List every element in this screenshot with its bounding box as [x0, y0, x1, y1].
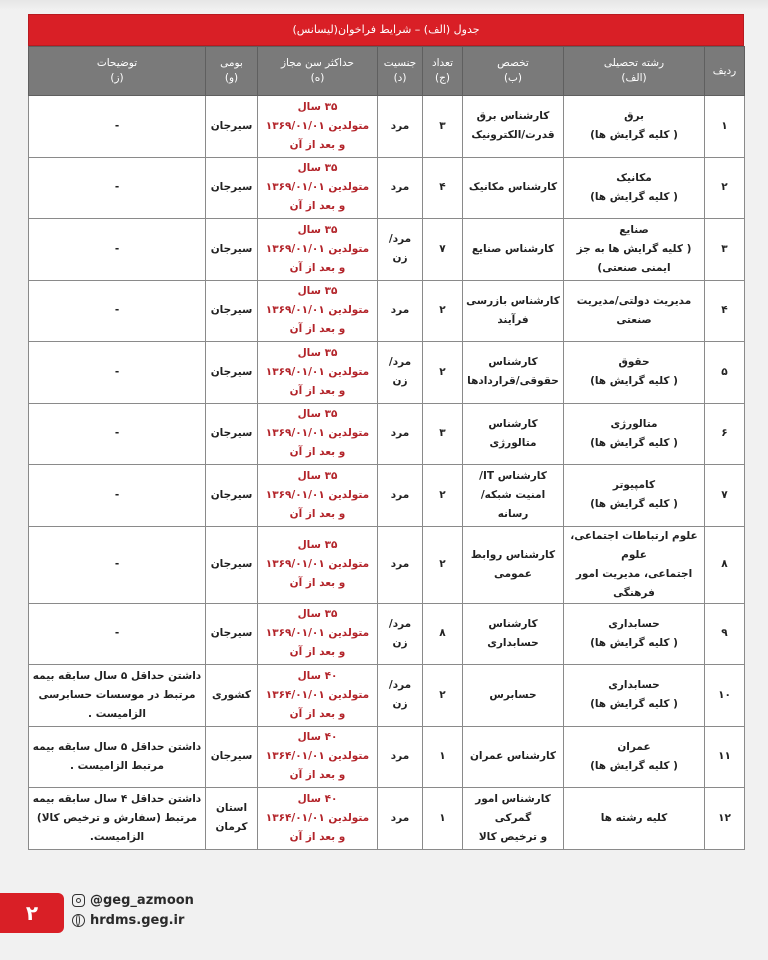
cell-gender-line: مرد: [390, 558, 410, 570]
header-row: [29, 47, 745, 96]
cell-field-line: صنعتی: [616, 313, 652, 326]
cell-specialty-line: عمومی: [494, 567, 532, 580]
table-row: [29, 280, 745, 342]
cell-max-age-line: و بعد از آن: [289, 138, 346, 151]
cell-max-age-line: متولدین ۱۳۶۹/۰۱/۰۱: [265, 558, 370, 570]
cell-field: [564, 665, 705, 727]
cell-notes: [29, 465, 206, 527]
cell-specialty-line: کارشناس برق: [476, 110, 550, 123]
table-row: [29, 788, 745, 850]
instagram-handle[interactable]: [72, 893, 194, 908]
cell-specialty: [463, 465, 564, 527]
cell-max-age-line: ۳۵ سال: [297, 162, 338, 175]
cell-specialty: [463, 157, 564, 219]
cell-notes-line: -: [114, 427, 120, 440]
cell-field-line: حسابداری: [608, 617, 660, 630]
cell-notes: [29, 526, 206, 603]
cell-specialty-line: رسانه: [497, 507, 529, 520]
cell-field-line: ایمنی صنعتی): [597, 261, 671, 274]
cell-native-line: کشوری: [211, 688, 252, 701]
cell-specialty-line: کارشناس: [488, 617, 538, 630]
cell-max-age: [258, 280, 378, 342]
cell-field-line: حسابداری: [608, 679, 660, 692]
cell-native: [206, 603, 258, 665]
cell-specialty-line: کارشناس IT/: [479, 469, 547, 482]
recruitment-table: [28, 46, 745, 850]
cell-notes-line: -: [114, 304, 120, 317]
cell-gender-line: مرد: [390, 488, 410, 501]
cell-count-line: ۲: [439, 558, 446, 570]
cell-notes: [29, 726, 206, 788]
cell-max-age-line: ۴۰ سال: [297, 792, 338, 805]
cell-gender: [378, 526, 423, 603]
cell-notes-line: الزامیست.: [89, 830, 145, 843]
table-row: [29, 603, 745, 665]
cell-gender-line: مرد: [390, 304, 410, 317]
cell-gender-line: مرد: [390, 181, 410, 194]
website-link[interactable]: [72, 913, 184, 928]
cell-gender-line: مرد/ زن: [388, 233, 412, 265]
cell-max-age: [258, 342, 378, 404]
cell-row-number-line: ۶: [721, 427, 728, 440]
cell-notes-line: -: [114, 365, 120, 378]
cell-field-line: کامپیوتر: [612, 479, 656, 492]
cell-field: [564, 465, 705, 527]
cell-field-line: ( کلیه گرایش ها): [590, 129, 678, 142]
cell-specialty-line: کارشناس صنایع: [471, 242, 555, 255]
website-text: hrdms.geg.ir: [90, 913, 185, 928]
cell-count: [423, 280, 463, 342]
cell-max-age-line: و بعد از آن: [289, 507, 346, 520]
cell-native-line: سیرجان: [210, 119, 253, 132]
cell-gender: [378, 403, 423, 465]
cell-count: [423, 526, 463, 603]
cell-max-age-line: ۳۵ سال: [297, 408, 338, 421]
cell-native-line: استان: [215, 802, 248, 815]
cell-gender: [378, 157, 423, 219]
cell-field: [564, 96, 705, 158]
cell-specialty-line: امنیت شبکه/: [480, 488, 546, 501]
cell-native-line: سیرجان: [210, 427, 253, 440]
cell-native: [206, 726, 258, 788]
cell-max-age-line: و بعد از آن: [289, 384, 346, 397]
cell-notes: [29, 219, 206, 281]
cell-notes-line: -: [114, 488, 120, 501]
cell-field-line: ( کلیه گرایش ها): [590, 375, 678, 388]
cell-notes-line: -: [114, 558, 120, 570]
cell-specialty-line: و ترخیص کالا: [478, 830, 548, 843]
cell-native-line: سیرجان: [210, 558, 253, 570]
cell-row-number-line: ۵: [721, 365, 728, 378]
cell-native: [206, 788, 258, 850]
cell-row-number-line: ۱۲: [718, 811, 731, 824]
header-gender: جنسیت (د): [378, 47, 423, 96]
cell-native: [206, 342, 258, 404]
cell-native: [206, 403, 258, 465]
cell-gender: [378, 726, 423, 788]
cell-row-number-line: ۹: [721, 627, 728, 640]
cell-count: [423, 603, 463, 665]
cell-max-age-line: ۳۵ سال: [297, 608, 338, 621]
table-caption: جدول (الف) – شرایط فراخوان(لیسانس): [28, 14, 744, 46]
cell-max-age-line: ۴۰ سال: [297, 731, 338, 744]
cell-max-age-line: و بعد از آن: [289, 577, 346, 589]
cell-field-line: صنایع: [619, 223, 649, 236]
cell-native: [206, 526, 258, 603]
cell-field-line: ( کلیه گرایش ها): [590, 698, 678, 711]
cell-max-age-line: ۳۵ سال: [297, 539, 338, 551]
cell-native-line: سیرجان: [210, 365, 253, 378]
cell-native-line: سیرجان: [210, 627, 253, 640]
cell-field-line: ( کلیه گرایش ها): [590, 190, 678, 203]
cell-native-line: کرمان: [215, 821, 248, 834]
cell-count: [423, 219, 463, 281]
cell-max-age: [258, 403, 378, 465]
cell-specialty-line: کارشناس مکانیک: [468, 181, 558, 194]
cell-gender-line: مرد: [390, 750, 410, 763]
cell-max-age: [258, 96, 378, 158]
cell-count-line: ۲: [439, 488, 446, 501]
cell-field-line: مدیریت دولتی/مدیریت: [576, 294, 692, 307]
cell-gender: [378, 219, 423, 281]
cell-specialty-line: کارشناس روابط: [470, 548, 556, 561]
cell-max-age-line: متولدین ۱۳۶۹/۰۱/۰۱: [265, 181, 370, 194]
cell-native: [206, 280, 258, 342]
cell-max-age-line: متولدین ۱۳۶۴/۰۱/۰۱: [265, 811, 370, 824]
cell-max-age-line: و بعد از آن: [289, 323, 346, 336]
cell-field: [564, 280, 705, 342]
cell-field-line: علوم ارتباطات اجتماعی، علوم: [570, 529, 698, 561]
cell-count: [423, 665, 463, 727]
cell-gender: [378, 96, 423, 158]
cell-gender-line: مرد: [390, 811, 410, 824]
table-row: [29, 219, 745, 281]
header-specialty: تخصص (ب): [463, 47, 564, 96]
cell-specialty: [463, 280, 564, 342]
cell-row-number: [705, 526, 745, 603]
cell-field-line: عمران: [617, 740, 651, 753]
cell-specialty-line: کارشناس امور گمرکی: [475, 792, 551, 824]
cell-count: [423, 465, 463, 527]
cell-field: [564, 526, 705, 603]
cell-field-line: متالورژی: [610, 417, 658, 430]
cell-row-number: [705, 342, 745, 404]
cell-notes-line: مرتبط الزامیست .: [69, 759, 165, 772]
cell-gender: [378, 465, 423, 527]
cell-notes-line: داشتن حداقل ۵ سال سابقه بیمه: [32, 669, 202, 682]
cell-specialty: [463, 726, 564, 788]
cell-max-age-line: و بعد از آن: [289, 707, 346, 720]
cell-specialty-line: فرآیند: [497, 313, 529, 326]
cell-count: [423, 96, 463, 158]
cell-max-age-line: ۳۵ سال: [297, 100, 338, 113]
cell-gender-line: مرد: [390, 427, 410, 440]
table-row: [29, 342, 745, 404]
cell-max-age: [258, 465, 378, 527]
cell-specialty: [463, 665, 564, 727]
cell-row-number: [705, 603, 745, 665]
cell-row-number-line: ۷: [721, 488, 728, 501]
cell-row-number: [705, 788, 745, 850]
cell-field-line: مکانیک: [616, 171, 652, 184]
cell-notes-line: مرتبط (سفارش و ترخیص کالا): [36, 811, 198, 824]
cell-count: [423, 788, 463, 850]
cell-row-number: [705, 157, 745, 219]
recruitment-table-container: [28, 14, 744, 850]
cell-notes: [29, 403, 206, 465]
header-notes: توضیحات (ز): [29, 47, 206, 96]
top-strip: [0, 0, 768, 10]
cell-field: [564, 788, 705, 850]
cell-count: [423, 403, 463, 465]
cell-notes-line: الزامیست .: [88, 707, 146, 720]
instagram-text: @geg_azmoon: [90, 893, 194, 908]
cell-notes-line: مرتبط در موسسات حسابرسی: [38, 688, 196, 701]
cell-specialty: [463, 403, 564, 465]
cell-notes-line: -: [114, 627, 120, 640]
cell-notes: [29, 665, 206, 727]
cell-max-age-line: متولدین ۱۳۶۴/۰۱/۰۱: [265, 688, 370, 701]
cell-max-age-line: ۳۵ سال: [297, 285, 338, 298]
cell-native-line: سیرجان: [210, 304, 253, 317]
table-row: [29, 157, 745, 219]
cell-max-age-line: متولدین ۱۳۶۹/۰۱/۰۱: [265, 242, 370, 255]
cell-max-age-line: و بعد از آن: [289, 200, 346, 213]
cell-field-line: ( کلیه گرایش ها): [590, 636, 678, 649]
cell-notes-line: -: [114, 242, 120, 255]
cell-native: [206, 665, 258, 727]
cell-field: [564, 157, 705, 219]
cell-max-age-line: متولدین ۱۳۶۹/۰۱/۰۱: [265, 488, 370, 501]
cell-max-age-line: و بعد از آن: [289, 261, 346, 274]
table-row: [29, 96, 745, 158]
header-max-age: حداکثر سن مجاز (ه): [258, 47, 378, 96]
cell-row-number: [705, 280, 745, 342]
cell-row-number: [705, 726, 745, 788]
cell-notes-line: داشتن حداقل ۵ سال سابقه بیمه: [32, 740, 202, 753]
table-body: [29, 96, 745, 850]
cell-native-line: سیرجان: [210, 242, 253, 255]
cell-count: [423, 157, 463, 219]
header-field: رشته تحصیلی (الف): [564, 47, 705, 96]
cell-row-number-line: ۲: [721, 181, 728, 194]
cell-row-number-line: ۳: [721, 242, 728, 255]
cell-specialty-line: قدرت/الکترونیک: [471, 129, 555, 142]
instagram-icon: [72, 894, 85, 907]
cell-native: [206, 219, 258, 281]
table-row: [29, 665, 745, 727]
cell-count-line: ۴: [439, 181, 446, 194]
header-row-number: ردیف: [705, 47, 745, 96]
cell-specialty-line: کارشناس متالورژی: [488, 417, 538, 449]
cell-field: [564, 403, 705, 465]
cell-max-age-line: متولدین ۱۳۶۹/۰۱/۰۱: [265, 627, 370, 640]
cell-specialty: [463, 788, 564, 850]
cell-count-line: ۲: [439, 304, 446, 317]
header-native: بومی (و): [206, 47, 258, 96]
cell-notes-line: -: [114, 181, 120, 194]
table-row: [29, 526, 745, 603]
cell-notes: [29, 280, 206, 342]
cell-field-line: حقوق: [618, 356, 650, 369]
cell-gender: [378, 280, 423, 342]
cell-count-line: ۳: [439, 119, 446, 132]
cell-field-line: ( کلیه گرایش ها): [590, 759, 678, 772]
cell-max-age-line: و بعد از آن: [289, 646, 346, 659]
cell-count-line: ۲: [439, 365, 446, 378]
cell-specialty: [463, 526, 564, 603]
cell-row-number-line: ۸: [721, 558, 728, 570]
cell-max-age-line: و بعد از آن: [289, 830, 346, 843]
cell-notes: [29, 157, 206, 219]
table-row: [29, 465, 745, 527]
cell-native-line: سیرجان: [210, 181, 253, 194]
cell-gender: [378, 665, 423, 727]
cell-field-line: ( کلیه گرایش ها): [590, 498, 678, 511]
cell-gender: [378, 788, 423, 850]
cell-max-age-line: ۳۵ سال: [297, 469, 338, 482]
cell-max-age: [258, 665, 378, 727]
cell-max-age-line: ۳۵ سال: [297, 223, 338, 236]
cell-max-age-line: متولدین ۱۳۶۹/۰۱/۰۱: [265, 119, 370, 132]
cell-gender-line: مرد: [390, 119, 410, 132]
cell-max-age: [258, 526, 378, 603]
cell-max-age-line: متولدین ۱۳۶۴/۰۱/۰۱: [265, 750, 370, 763]
cell-specialty: [463, 603, 564, 665]
cell-gender: [378, 603, 423, 665]
cell-field: [564, 219, 705, 281]
cell-field: [564, 603, 705, 665]
cell-native-line: سیرجان: [210, 488, 253, 501]
cell-notes-line: داشتن حداقل ۴ سال سابقه بیمه: [32, 792, 202, 805]
cell-notes: [29, 96, 206, 158]
cell-specialty-line: حقوقی/قراردادها: [467, 375, 559, 388]
cell-max-age-line: ۳۵ سال: [297, 346, 338, 359]
cell-row-number-line: ۱۱: [718, 750, 731, 763]
cell-max-age: [258, 219, 378, 281]
cell-field-line: ( کلیه گرایش ها): [590, 436, 678, 449]
cell-notes-line: -: [114, 119, 120, 132]
cell-max-age-line: متولدین ۱۳۶۹/۰۱/۰۱: [265, 427, 370, 440]
cell-specialty-line: کارشناس بازرسی: [466, 294, 560, 307]
cell-count-line: ۷: [439, 242, 446, 255]
cell-field: [564, 342, 705, 404]
cell-gender-line: مرد/ زن: [388, 679, 412, 711]
cell-row-number-line: ۱: [721, 119, 728, 132]
table-row: [29, 403, 745, 465]
cell-field-line: ( کلیه گرایش ها به جز: [576, 242, 692, 255]
cell-max-age-line: متولدین ۱۳۶۹/۰۱/۰۱: [265, 365, 370, 378]
cell-native: [206, 465, 258, 527]
cell-row-number-line: ۴: [721, 304, 728, 317]
cell-max-age-line: ۴۰ سال: [297, 669, 338, 682]
cell-notes: [29, 603, 206, 665]
cell-notes: [29, 342, 206, 404]
page-number-badge: ۲: [0, 893, 64, 933]
cell-specialty: [463, 96, 564, 158]
cell-gender-line: مرد/ زن: [388, 356, 412, 388]
cell-max-age: [258, 726, 378, 788]
cell-count-line: ۸: [439, 627, 446, 640]
header-count: تعداد (ج): [423, 47, 463, 96]
cell-row-number: [705, 96, 745, 158]
cell-count-line: ۱: [439, 811, 446, 824]
cell-row-number: [705, 403, 745, 465]
cell-count-line: ۲: [439, 688, 446, 701]
cell-specialty-line: حسابداری: [487, 636, 539, 649]
cell-native: [206, 96, 258, 158]
cell-specialty: [463, 342, 564, 404]
cell-max-age: [258, 603, 378, 665]
cell-row-number-line: ۱۰: [718, 688, 731, 701]
cell-gender: [378, 342, 423, 404]
cell-max-age: [258, 788, 378, 850]
cell-max-age-line: و بعد از آن: [289, 446, 346, 459]
cell-max-age: [258, 157, 378, 219]
cell-count: [423, 342, 463, 404]
globe-icon: [72, 914, 85, 927]
table-row: [29, 726, 745, 788]
cell-notes: [29, 788, 206, 850]
cell-field: [564, 726, 705, 788]
cell-row-number: [705, 665, 745, 727]
cell-specialty-line: حسابرس: [489, 688, 537, 701]
cell-specialty-line: کارشناس عمران: [469, 750, 557, 763]
cell-gender-line: مرد/ زن: [388, 617, 412, 649]
cell-count: [423, 726, 463, 788]
cell-count-line: ۳: [439, 427, 446, 440]
cell-field-line: اجتماعی، مدیریت امور فرهنگی: [575, 567, 693, 599]
cell-field-line: کلیه رشته ها: [600, 811, 668, 824]
cell-field-line: برق: [624, 110, 644, 123]
cell-specialty-line: کارشناس: [488, 356, 538, 369]
cell-max-age-line: متولدین ۱۳۶۹/۰۱/۰۱: [265, 304, 370, 317]
cell-native: [206, 157, 258, 219]
cell-row-number: [705, 219, 745, 281]
cell-specialty: [463, 219, 564, 281]
cell-row-number: [705, 465, 745, 527]
cell-max-age-line: و بعد از آن: [289, 769, 346, 782]
cell-native-line: سیرجان: [210, 750, 253, 763]
cell-count-line: ۱: [439, 750, 446, 763]
